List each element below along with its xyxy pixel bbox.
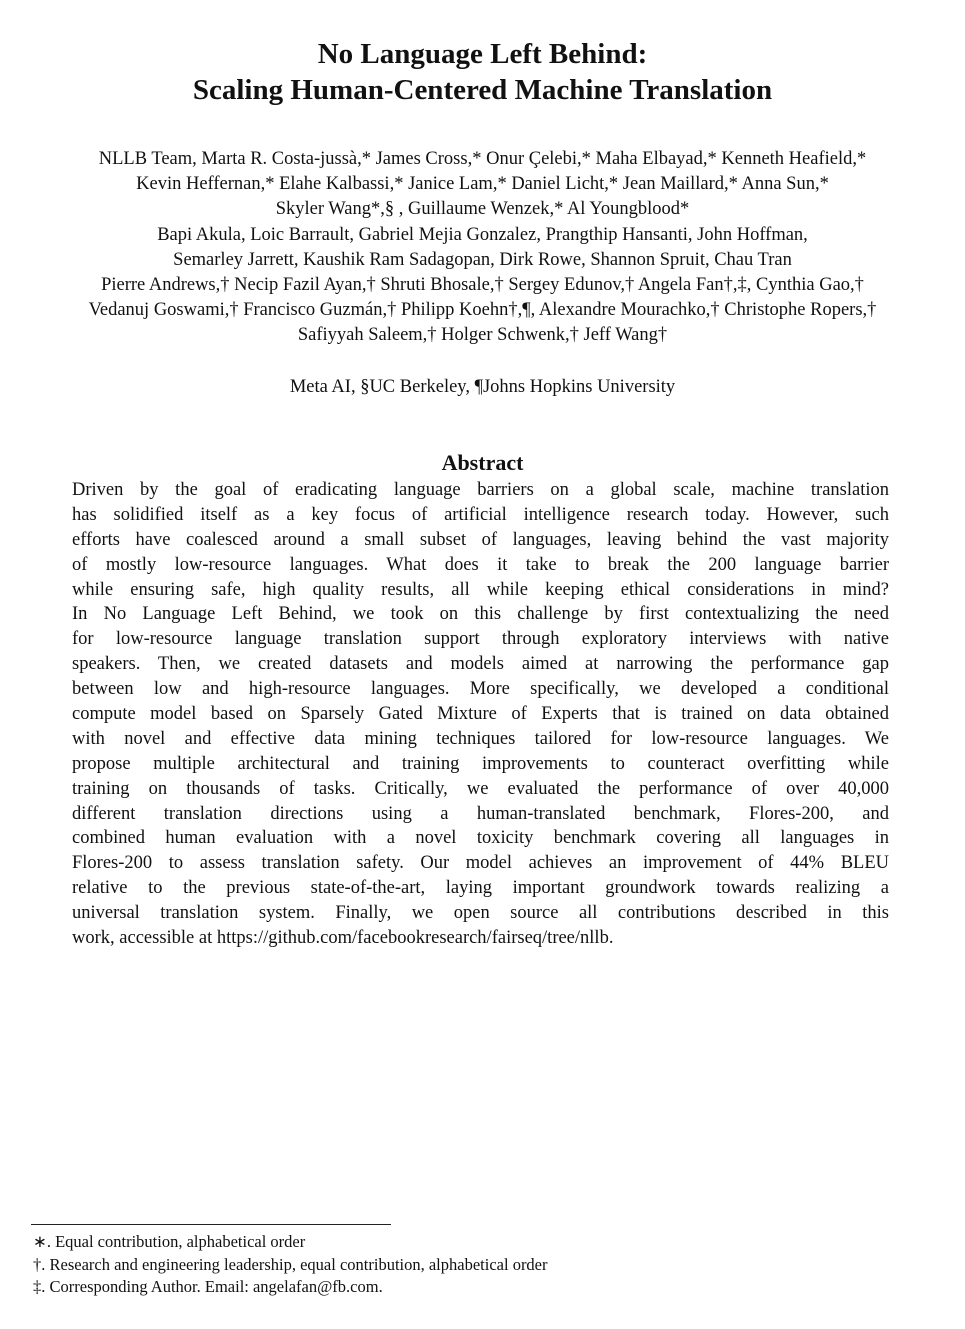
footnotes [33,1231,933,1299]
paper-title [0,36,965,108]
abstract-line: propose multiple architectural and training improvements to counteract overfitting while [72,753,889,774]
author-line: Safiyyah Saleem,† Holger Schwenk,† Jeff Wang† [297,325,668,346]
abstract-line: of mostly low-resource languages. What does it take to break the 200 language barrier [72,554,889,575]
title-line-2: Scaling Human-Centered Machine Translation [192,74,773,106]
abstract-line: between low and high-resource languages. More specifically, we developed a conditional [72,679,889,700]
footnote: †. Research and engineering leadership, equal contribution, alphabetical order [33,1254,548,1274]
author-line: NLLB Team, Marta R. Costa-jussà,* James Cross,* Onur Çelebi,* Maha Elbayad,* Kenneth Heafield,* [98,149,867,169]
author-line: Semarley Jarrett, Kaushik Ram Sadagopan, Dirk Rowe, Shannon Spruit, Chau Tran [173,249,792,270]
footnote: ∗. Equal contribution, alphabetical order [33,1232,306,1251]
abstract-line: relative to the previous state-of-the-art, laying important groundwork towards realizing a [72,878,889,899]
abstract-line: for low-resource language translation support through exploratory interviews with native [72,629,889,650]
author-line: Kevin Heffernan,* Elahe Kalbassi,* Janice Lam,* Daniel Licht,* Jean Maillard,* Anna Sun,* [136,174,829,195]
abstract-line: different translation directions using a human-translated benchmark, Flores-200, and [72,803,889,824]
abstract-line: Driven by the goal of eradicating language barriers on a global scale, machine translation [72,480,889,500]
abstract-line: compute model based on Sparsely Gated Mixture of Experts that is trained on data obtained [72,704,889,725]
abstract-line: efforts have coalesced around a small subset of languages, leaving behind the vast majority [72,529,889,550]
abstract-body [72,478,889,951]
author-list [0,147,965,349]
title-line-1: No Language Left Behind: [317,38,648,70]
abstract-line: Flores-200 to assess translation safety. Our model achieves an improvement of 44% BLEU [72,853,889,874]
abstract-line: while ensuring safe, high quality results, all while keeping ethical considerations in mind? [72,579,889,600]
abstract-heading: Abstract [441,450,524,475]
footnote-divider [31,1224,391,1225]
abstract-line: In No Language Left Behind, we took on this challenge by first contextualizing the need [72,604,889,625]
affiliations: Meta AI, §UC Berkeley, ¶Johns Hopkins University [289,377,676,397]
abstract-line: speakers. Then, we created datasets and models aimed at narrowing the performance gap [72,654,889,675]
abstract-line: work, accessible at https://github.com/facebookresearch/fairseq/tree/nllb. [72,928,614,949]
abstract-line: has solidified itself as a key focus of artificial intelligence research today. However, such [72,504,889,525]
author-line: Bapi Akula, Loic Barrault, Gabriel Mejia Gonzalez, Prangthip Hansanti, John Hoffman, [157,224,808,245]
abstract-line: combined human evaluation with a novel toxicity benchmark covering all languages in [72,828,889,849]
abstract-line: with novel and effective data mining techniques tailored for low-resource languages. We [72,728,889,749]
author-line: Pierre Andrews,† Necip Fazil Ayan,† Shruti Bhosale,† Sergey Edunov,† Angela Fan†,‡, Cynthia Gao,† [101,275,864,296]
author-line: Skyler Wang*,§ , Guillaume Wenzek,* Al Youngblood* [275,199,690,220]
abstract-line: training on thousands of tasks. Critically, we evaluated the performance of over 40,000 [72,778,889,799]
footnote: ‡. Corresponding Author. Email: angelafan@fb.com. [33,1277,383,1296]
abstract-line: universal translation system. Finally, we open source all contributions described in this [72,903,889,924]
author-line: Vedanuj Goswami,† Francisco Guzmán,† Philipp Koehn†,¶, Alexandre Mourachko,† Christophe Ropers,† [88,300,877,321]
